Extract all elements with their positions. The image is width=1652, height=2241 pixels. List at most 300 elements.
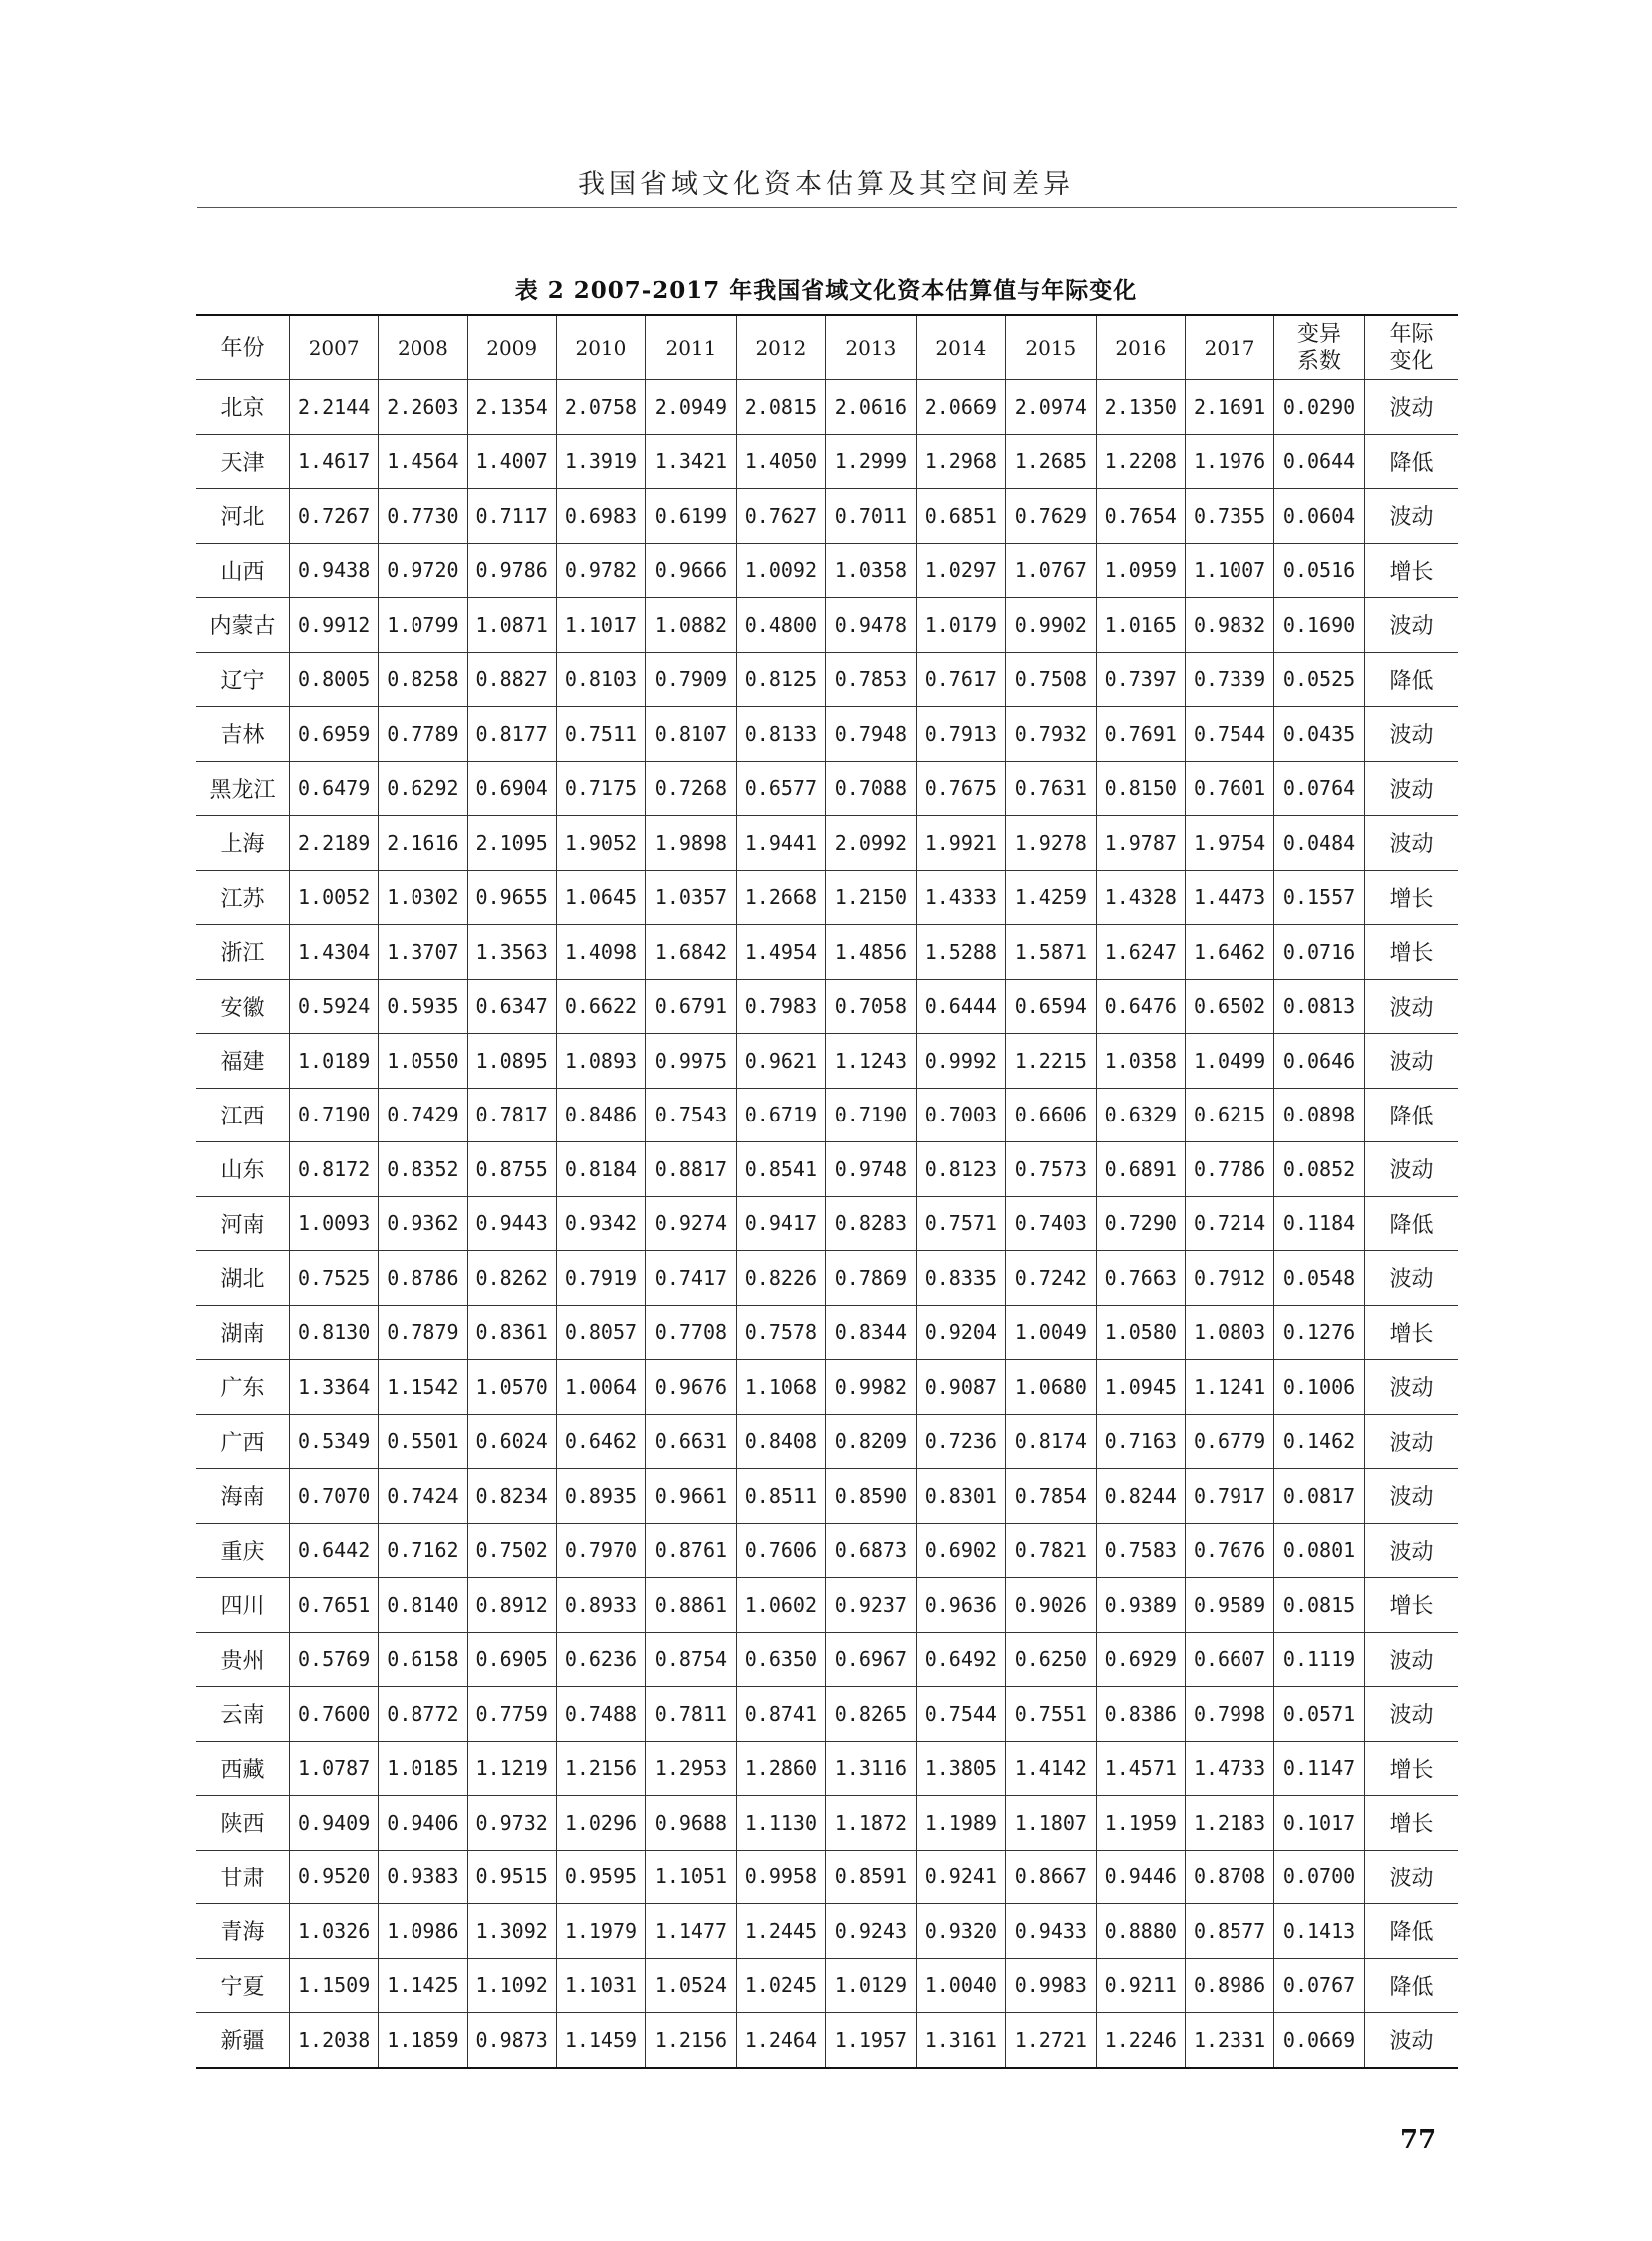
value-cell: 1.0064: [556, 1360, 645, 1415]
page-number: 77: [1400, 2125, 1437, 2155]
value-cell: 0.7544: [1185, 707, 1273, 762]
value-cell: 0.8408: [736, 1414, 825, 1469]
value-cell: 0.7600: [290, 1687, 379, 1742]
value-cell: 1.0129: [826, 1958, 917, 2013]
value-cell: 0.8107: [646, 707, 737, 762]
province-cell: 广西: [196, 1414, 290, 1469]
province-cell: 黑龙江: [196, 761, 290, 816]
value-cell: 0.8344: [826, 1305, 917, 1360]
value-cell: 0.9720: [379, 543, 467, 598]
cv-cell: 0.1462: [1274, 1414, 1365, 1469]
value-cell: 0.9389: [1096, 1578, 1185, 1633]
trend-cell: 降低: [1364, 1088, 1458, 1142]
table-row: [196, 2013, 1458, 2068]
table-row: [196, 1469, 1458, 1524]
value-cell: 2.2189: [290, 816, 379, 871]
value-cell: 0.9982: [826, 1360, 917, 1415]
value-cell: 1.9052: [556, 816, 645, 871]
cv-cell: 0.1276: [1274, 1305, 1365, 1360]
value-cell: 1.0986: [379, 1904, 467, 1959]
cv-cell: 0.0898: [1274, 1088, 1365, 1142]
value-cell: 0.7970: [556, 1523, 645, 1578]
province-cell: 甘肃: [196, 1850, 290, 1904]
value-cell: 1.1031: [556, 1958, 645, 2013]
value-cell: 1.2860: [736, 1741, 825, 1796]
value-cell: 0.9912: [290, 598, 379, 653]
table-row: [196, 1796, 1458, 1851]
value-cell: 0.8184: [556, 1142, 645, 1197]
trend-cell: 波动: [1364, 598, 1458, 653]
value-cell: 0.8861: [646, 1578, 737, 1633]
value-cell: 0.8880: [1096, 1904, 1185, 1959]
value-cell: 1.1509: [290, 1958, 379, 2013]
value-cell: 0.9274: [646, 1196, 737, 1251]
value-cell: 1.1979: [556, 1904, 645, 1959]
value-cell: 0.8667: [1005, 1850, 1096, 1904]
cv-cell: 0.0644: [1274, 434, 1365, 489]
table-row: [196, 761, 1458, 816]
value-cell: 1.0179: [916, 598, 1005, 653]
column-header-year: 2010: [556, 315, 645, 380]
table-row: [196, 1741, 1458, 1796]
cv-cell: 0.0525: [1274, 652, 1365, 707]
value-cell: 0.7290: [1096, 1196, 1185, 1251]
value-cell: 0.6024: [467, 1414, 556, 1469]
value-cell: 0.7088: [826, 761, 917, 816]
value-cell: 0.7162: [379, 1523, 467, 1578]
value-cell: 1.0296: [556, 1796, 645, 1851]
value-cell: 0.7811: [646, 1687, 737, 1742]
province-cell: 陕西: [196, 1796, 290, 1851]
cv-cell: 0.0604: [1274, 489, 1365, 544]
value-cell: 0.8754: [646, 1632, 737, 1687]
value-cell: 2.1095: [467, 816, 556, 871]
value-cell: 0.9983: [1005, 1958, 1096, 2013]
value-cell: 0.6158: [379, 1632, 467, 1687]
value-cell: 0.6292: [379, 761, 467, 816]
value-cell: 0.8786: [379, 1251, 467, 1306]
value-cell: 1.4571: [1096, 1741, 1185, 1796]
table-row: [196, 1850, 1458, 1904]
value-cell: 0.7242: [1005, 1251, 1096, 1306]
value-cell: 1.0092: [736, 543, 825, 598]
value-cell: 0.7573: [1005, 1142, 1096, 1197]
province-cell: 吉林: [196, 707, 290, 762]
value-cell: 1.4007: [467, 434, 556, 489]
trend-cell: 降低: [1364, 1958, 1458, 2013]
value-cell: 0.6967: [826, 1632, 917, 1687]
column-header-metric: 变异 系数: [1274, 315, 1365, 380]
value-cell: 0.6492: [916, 1632, 1005, 1687]
trend-cell: 增长: [1364, 870, 1458, 925]
value-cell: 1.3919: [556, 434, 645, 489]
value-cell: 0.8933: [556, 1578, 645, 1633]
value-cell: 0.6347: [467, 979, 556, 1034]
value-cell: 0.9595: [556, 1850, 645, 1904]
value-cell: 1.4954: [736, 925, 825, 980]
value-cell: 0.7003: [916, 1088, 1005, 1142]
value-cell: 1.4098: [556, 925, 645, 980]
value-cell: 0.9786: [467, 543, 556, 598]
value-cell: 0.9204: [916, 1305, 1005, 1360]
value-cell: 0.8103: [556, 652, 645, 707]
value-cell: 0.9902: [1005, 598, 1096, 653]
value-cell: 0.7654: [1096, 489, 1185, 544]
cv-cell: 0.0852: [1274, 1142, 1365, 1197]
value-cell: 0.8130: [290, 1305, 379, 1360]
value-cell: 1.2331: [1185, 2013, 1273, 2068]
value-cell: 0.7917: [1185, 1469, 1273, 1524]
province-cell: 内蒙古: [196, 598, 290, 653]
value-cell: 1.6247: [1096, 925, 1185, 980]
value-cell: 1.2464: [736, 2013, 825, 2068]
trend-cell: 降低: [1364, 434, 1458, 489]
trend-cell: 增长: [1364, 1578, 1458, 1633]
value-cell: 1.1243: [826, 1034, 917, 1089]
province-cell: 西藏: [196, 1741, 290, 1796]
value-cell: 0.8361: [467, 1305, 556, 1360]
value-cell: 0.7912: [1185, 1251, 1273, 1306]
value-cell: 0.9515: [467, 1850, 556, 1904]
province-cell: 上海: [196, 816, 290, 871]
value-cell: 1.3116: [826, 1741, 917, 1796]
value-cell: 2.0949: [646, 380, 737, 435]
value-cell: 0.7583: [1096, 1523, 1185, 1578]
cv-cell: 0.0813: [1274, 979, 1365, 1034]
value-cell: 1.3805: [916, 1741, 1005, 1796]
value-cell: 0.6606: [1005, 1088, 1096, 1142]
value-cell: 1.0893: [556, 1034, 645, 1089]
value-cell: 0.9666: [646, 543, 737, 598]
value-cell: 1.4564: [379, 434, 467, 489]
table-row: [196, 1578, 1458, 1633]
value-cell: 0.7525: [290, 1251, 379, 1306]
value-cell: 0.9417: [736, 1196, 825, 1251]
value-cell: 1.1957: [826, 2013, 917, 2068]
value-cell: 1.0189: [290, 1034, 379, 1089]
value-cell: 0.9676: [646, 1360, 737, 1415]
value-cell: 0.7424: [379, 1469, 467, 1524]
cv-cell: 0.0646: [1274, 1034, 1365, 1089]
value-cell: 1.0959: [1096, 543, 1185, 598]
value-cell: 1.0799: [379, 598, 467, 653]
table-row: [196, 1523, 1458, 1578]
value-cell: 1.0602: [736, 1578, 825, 1633]
value-cell: 1.1859: [379, 2013, 467, 2068]
cv-cell: 0.1017: [1274, 1796, 1365, 1851]
value-cell: 1.4733: [1185, 1741, 1273, 1796]
value-cell: 0.7601: [1185, 761, 1273, 816]
province-cell: 广东: [196, 1360, 290, 1415]
value-cell: 0.9320: [916, 1904, 1005, 1959]
value-cell: 1.3161: [916, 2013, 1005, 2068]
value-cell: 2.0616: [826, 380, 917, 435]
value-cell: 0.9409: [290, 1796, 379, 1851]
value-cell: 0.9520: [290, 1850, 379, 1904]
value-cell: 0.7948: [826, 707, 917, 762]
table-row: [196, 1414, 1458, 1469]
value-cell: 1.1989: [916, 1796, 1005, 1851]
column-header-year: 2008: [379, 315, 467, 380]
table-row: [196, 925, 1458, 980]
trend-cell: 降低: [1364, 1904, 1458, 1959]
value-cell: 1.5288: [916, 925, 1005, 980]
value-cell: 0.6891: [1096, 1142, 1185, 1197]
value-cell: 0.7502: [467, 1523, 556, 1578]
value-cell: 0.9621: [736, 1034, 825, 1089]
value-cell: 1.1219: [467, 1741, 556, 1796]
value-cell: 1.0767: [1005, 543, 1096, 598]
value-cell: 1.0882: [646, 598, 737, 653]
value-cell: 1.0185: [379, 1741, 467, 1796]
value-cell: 1.0326: [290, 1904, 379, 1959]
cv-cell: 0.1147: [1274, 1741, 1365, 1796]
value-cell: 0.9478: [826, 598, 917, 653]
table-row: [196, 489, 1458, 544]
trend-cell: 增长: [1364, 1741, 1458, 1796]
value-cell: 0.8352: [379, 1142, 467, 1197]
province-cell: 江西: [196, 1088, 290, 1142]
value-cell: 1.2215: [1005, 1034, 1096, 1089]
value-cell: 1.2721: [1005, 2013, 1096, 2068]
value-cell: 0.8541: [736, 1142, 825, 1197]
province-cell: 河南: [196, 1196, 290, 1251]
value-cell: 0.7058: [826, 979, 917, 1034]
value-cell: 0.9688: [646, 1796, 737, 1851]
value-cell: 1.0645: [556, 870, 645, 925]
value-cell: 0.9732: [467, 1796, 556, 1851]
trend-cell: 波动: [1364, 1251, 1458, 1306]
value-cell: 1.4617: [290, 434, 379, 489]
value-cell: 0.6607: [1185, 1632, 1273, 1687]
value-cell: 1.3421: [646, 434, 737, 489]
value-cell: 2.1354: [467, 380, 556, 435]
value-cell: 0.7675: [916, 761, 1005, 816]
value-cell: 0.7629: [1005, 489, 1096, 544]
value-cell: 1.0580: [1096, 1305, 1185, 1360]
table-row: [196, 1305, 1458, 1360]
value-cell: 1.9754: [1185, 816, 1273, 871]
value-cell: 0.9241: [916, 1850, 1005, 1904]
value-cell: 0.9237: [826, 1578, 917, 1633]
value-cell: 1.2150: [826, 870, 917, 925]
value-cell: 1.6842: [646, 925, 737, 980]
trend-cell: 降低: [1364, 1196, 1458, 1251]
table-row: [196, 1088, 1458, 1142]
value-cell: 0.7190: [290, 1088, 379, 1142]
value-cell: 1.0524: [646, 1958, 737, 2013]
cv-cell: 0.0484: [1274, 816, 1365, 871]
value-cell: 1.0302: [379, 870, 467, 925]
value-cell: 0.6622: [556, 979, 645, 1034]
province-cell: 河北: [196, 489, 290, 544]
value-cell: 1.0680: [1005, 1360, 1096, 1415]
column-header-year: 2017: [1185, 315, 1273, 380]
value-cell: 0.7913: [916, 707, 1005, 762]
table-body: [196, 380, 1458, 2068]
value-cell: 0.6779: [1185, 1414, 1273, 1469]
value-cell: 0.8486: [556, 1088, 645, 1142]
value-cell: 0.9446: [1096, 1850, 1185, 1904]
province-cell: 青海: [196, 1904, 290, 1959]
value-cell: 0.9655: [467, 870, 556, 925]
cv-cell: 0.0571: [1274, 1687, 1365, 1742]
value-cell: 0.8174: [1005, 1414, 1096, 1469]
value-cell: 0.9443: [467, 1196, 556, 1251]
value-cell: 1.0871: [467, 598, 556, 653]
value-cell: 1.0787: [290, 1741, 379, 1796]
value-cell: 0.8591: [826, 1850, 917, 1904]
value-cell: 2.1691: [1185, 380, 1273, 435]
value-cell: 0.8140: [379, 1578, 467, 1633]
value-cell: 1.4259: [1005, 870, 1096, 925]
column-header-year: 2013: [826, 315, 917, 380]
value-cell: 1.9921: [916, 816, 1005, 871]
value-cell: 0.9873: [467, 2013, 556, 2068]
table-row: [196, 1360, 1458, 1415]
value-cell: 0.9661: [646, 1469, 737, 1524]
value-cell: 0.7817: [467, 1088, 556, 1142]
value-cell: 0.9748: [826, 1142, 917, 1197]
cv-cell: 0.0801: [1274, 1523, 1365, 1578]
value-cell: 0.8577: [1185, 1904, 1273, 1959]
value-cell: 0.7578: [736, 1305, 825, 1360]
cv-cell: 0.1006: [1274, 1360, 1365, 1415]
value-cell: 0.8123: [916, 1142, 1005, 1197]
value-cell: 0.9992: [916, 1034, 1005, 1089]
value-cell: 0.5501: [379, 1414, 467, 1469]
value-cell: 0.6904: [467, 761, 556, 816]
table-header-row: [196, 315, 1458, 380]
value-cell: 2.0992: [826, 816, 917, 871]
column-header-year: 2011: [646, 315, 737, 380]
trend-cell: 增长: [1364, 1305, 1458, 1360]
table-row: [196, 1632, 1458, 1687]
value-cell: 0.6462: [556, 1414, 645, 1469]
value-cell: 0.7627: [736, 489, 825, 544]
value-cell: 0.7544: [916, 1687, 1005, 1742]
value-cell: 0.6236: [556, 1632, 645, 1687]
value-cell: 1.4473: [1185, 870, 1273, 925]
value-cell: 0.6350: [736, 1632, 825, 1687]
trend-cell: 波动: [1364, 1034, 1458, 1089]
trend-cell: 波动: [1364, 707, 1458, 762]
value-cell: 1.4328: [1096, 870, 1185, 925]
value-cell: 1.4142: [1005, 1741, 1096, 1796]
value-cell: 0.8244: [1096, 1469, 1185, 1524]
cv-cell: 0.0767: [1274, 1958, 1365, 2013]
value-cell: 1.1959: [1096, 1796, 1185, 1851]
value-cell: 0.7163: [1096, 1414, 1185, 1469]
value-cell: 0.8133: [736, 707, 825, 762]
province-cell: 天津: [196, 434, 290, 489]
value-cell: 2.0758: [556, 380, 645, 435]
value-cell: 1.9787: [1096, 816, 1185, 871]
cv-cell: 0.0716: [1274, 925, 1365, 980]
trend-cell: 波动: [1364, 816, 1458, 871]
value-cell: 1.0357: [646, 870, 737, 925]
value-cell: 0.7571: [916, 1196, 1005, 1251]
value-cell: 1.2183: [1185, 1796, 1273, 1851]
value-cell: 0.7339: [1185, 652, 1273, 707]
value-cell: 1.2445: [736, 1904, 825, 1959]
value-cell: 1.1807: [1005, 1796, 1096, 1851]
cv-cell: 0.1413: [1274, 1904, 1365, 1959]
trend-cell: 波动: [1364, 979, 1458, 1034]
value-cell: 0.9438: [290, 543, 379, 598]
running-header: 我国省域文化资本估算及其空间差异: [578, 169, 1074, 200]
value-cell: 1.2968: [916, 434, 1005, 489]
value-cell: 0.8761: [646, 1523, 737, 1578]
value-cell: 1.0550: [379, 1034, 467, 1089]
value-cell: 0.9589: [1185, 1578, 1273, 1633]
value-cell: 0.7511: [556, 707, 645, 762]
value-cell: 0.8226: [736, 1251, 825, 1306]
value-cell: 1.1092: [467, 1958, 556, 2013]
value-cell: 1.9441: [736, 816, 825, 871]
value-cell: 1.0245: [736, 1958, 825, 2013]
value-cell: 1.2685: [1005, 434, 1096, 489]
table-row: [196, 1904, 1458, 1959]
table-row: [196, 1687, 1458, 1742]
value-cell: 0.8335: [916, 1251, 1005, 1306]
value-cell: 0.6929: [1096, 1632, 1185, 1687]
value-cell: 0.7663: [1096, 1251, 1185, 1306]
value-cell: 0.6631: [646, 1414, 737, 1469]
value-cell: 1.2999: [826, 434, 917, 489]
value-cell: 0.7631: [1005, 761, 1096, 816]
province-cell: 湖南: [196, 1305, 290, 1360]
province-cell: 重庆: [196, 1523, 290, 1578]
value-cell: 0.7730: [379, 489, 467, 544]
cv-cell: 0.1119: [1274, 1632, 1365, 1687]
value-cell: 0.6442: [290, 1523, 379, 1578]
value-cell: 0.9342: [556, 1196, 645, 1251]
value-cell: 1.1068: [736, 1360, 825, 1415]
value-cell: 0.8590: [826, 1469, 917, 1524]
value-cell: 0.7268: [646, 761, 737, 816]
value-cell: 0.9243: [826, 1904, 917, 1959]
value-cell: 1.2038: [290, 2013, 379, 2068]
value-cell: 0.6502: [1185, 979, 1273, 1034]
value-cell: 1.0049: [1005, 1305, 1096, 1360]
value-cell: 1.2156: [646, 2013, 737, 2068]
value-cell: 1.2208: [1096, 434, 1185, 489]
value-cell: 0.7854: [1005, 1469, 1096, 1524]
value-cell: 0.8177: [467, 707, 556, 762]
cv-cell: 0.0700: [1274, 1850, 1365, 1904]
cv-cell: 0.0669: [1274, 2013, 1365, 2068]
trend-cell: 波动: [1364, 1687, 1458, 1742]
value-cell: 1.3707: [379, 925, 467, 980]
value-cell: 0.6199: [646, 489, 737, 544]
value-cell: 0.6476: [1096, 979, 1185, 1034]
province-cell: 北京: [196, 380, 290, 435]
value-cell: 0.7397: [1096, 652, 1185, 707]
column-header-year: 2007: [290, 315, 379, 380]
value-cell: 1.0165: [1096, 598, 1185, 653]
value-cell: 1.4856: [826, 925, 917, 980]
value-cell: 0.6250: [1005, 1632, 1096, 1687]
value-cell: 0.9782: [556, 543, 645, 598]
trend-cell: 增长: [1364, 1796, 1458, 1851]
province-cell: 云南: [196, 1687, 290, 1742]
value-cell: 0.8912: [467, 1578, 556, 1633]
trend-cell: 波动: [1364, 1523, 1458, 1578]
value-cell: 0.7551: [1005, 1687, 1096, 1742]
cv-cell: 0.1690: [1274, 598, 1365, 653]
value-cell: 0.7175: [556, 761, 645, 816]
